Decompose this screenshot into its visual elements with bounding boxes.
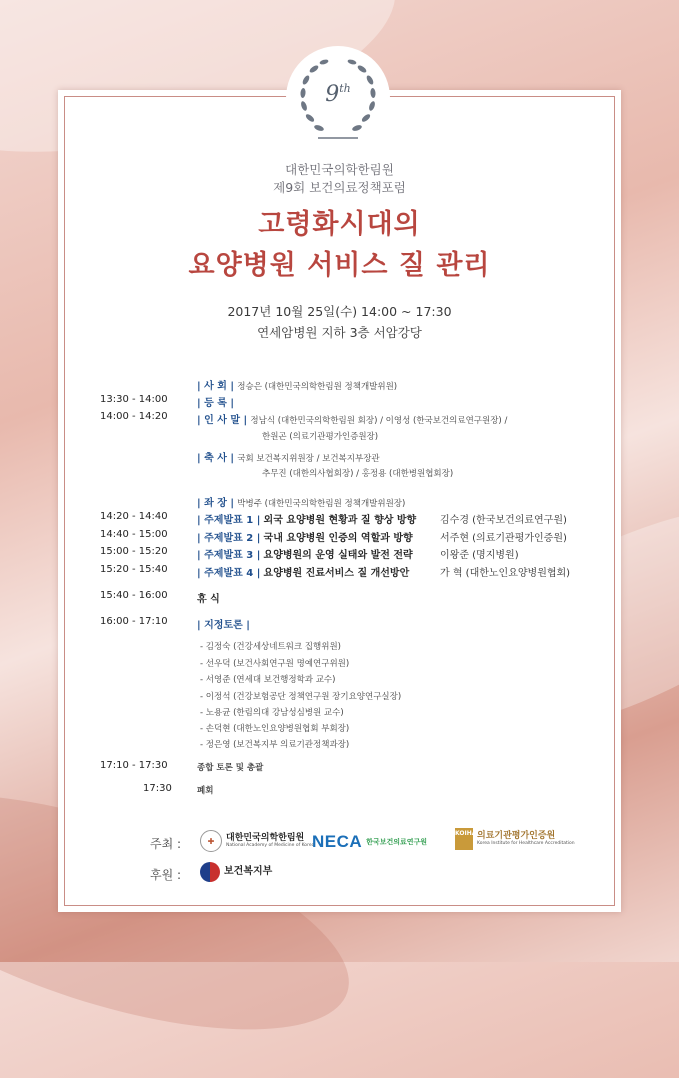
neca-sub: 한국보건의료연구원 [366, 838, 428, 846]
talk-2-topic: 국내 요양병원 인증의 역할과 방향 [263, 533, 413, 544]
organizer-line: 대한민국의학한림원 [285, 162, 394, 177]
talk-1-time: 14:20 - 14:40 [100, 511, 168, 522]
chair-tag: | 좌 장 | [197, 498, 235, 509]
host-label: 주최 : [150, 837, 182, 851]
host-tag: | 사 회 | [197, 381, 235, 392]
chair-row [197, 494, 405, 509]
close-label: 폐회 [197, 786, 214, 796]
laurel-emblem [288, 48, 388, 148]
talk-3-topic: 요양병원의 운영 실태와 발전 전략 [263, 550, 413, 561]
reg-tag: | 등 록 | [197, 398, 235, 409]
koiha-mark-icon: KOIHA [455, 828, 473, 850]
talk-1-topic: 외국 요양병원 현황과 질 향상 방향 [263, 515, 417, 526]
koiha-sub: Korea Institute for Healthcare Accreditation [477, 841, 575, 846]
event-venue: 연세암병원 지하 3층 서암강당 [257, 325, 422, 340]
neca-wordmark: NECA [312, 832, 363, 851]
break-time: 15:40 - 16:00 [100, 590, 168, 601]
neca-logo [312, 832, 427, 852]
sponsor-label: 후원 : [150, 868, 182, 882]
talk-4-tag: | 주제발표 4 | [197, 568, 261, 579]
talk-3-tag: | 주제발표 3 | [197, 550, 261, 561]
talk-1-row [197, 511, 416, 526]
panel-member: - 정은영 (보건복지부 의료기관정책과장) [200, 740, 350, 750]
mohw-name: 보건복지부 [224, 866, 273, 877]
nam-logo [200, 830, 314, 852]
congrat-tag: | 축 사 | [197, 453, 235, 464]
discussion-time: 17:10 - 17:30 [100, 760, 168, 771]
greet-row [197, 411, 507, 426]
edition-suffix: th [339, 82, 351, 95]
greet-tag: | 인 사 말 | [197, 415, 248, 426]
talk-2-time: 14:40 - 15:00 [100, 529, 168, 540]
break-label: 휴 식 [197, 594, 220, 605]
talk-4-time: 15:20 - 15:40 [100, 564, 168, 575]
koiha-name: 의료기관평가인증원 [477, 831, 556, 841]
panel-member: - 손덕현 (대한노인요양병원협회 부회장) [200, 724, 350, 734]
panel-member: - 선우덕 (보건사회연구원 명예연구위원) [200, 659, 350, 669]
edition-label [288, 82, 388, 107]
congrat-text-2: 추무진 (대한의사협회장) / 홍정용 (대한병원협회장) [262, 469, 454, 479]
talk-1-speaker: 김수경 (한국보건의료연구원) [440, 515, 567, 526]
edition-number: 9 [325, 82, 340, 107]
talk-3-row [197, 546, 413, 561]
nam-emblem-icon: ✚ [200, 830, 222, 852]
talk-2-tag: | 주제발표 2 | [197, 533, 261, 544]
title-line-2: 요양병원 서비스 질 관리 [188, 250, 491, 281]
greet-text-1: 정남식 (대한민국의학한림원 회장) / 이영성 (한국보건의료연구원장) / [250, 416, 508, 426]
talk-4-topic: 요양병원 진료서비스 질 개선방안 [263, 568, 410, 579]
chair-text: 박병주 (대한민국의학한림원 정책개발위원장) [237, 499, 406, 509]
taegeuk-icon [200, 862, 220, 882]
nam-sub: National Academy of Medicine of Korea [226, 843, 315, 848]
talk-1-tag: | 주제발표 1 | [197, 515, 261, 526]
panel-member: - 김정숙 (건강세상네트워크 집행위원) [200, 642, 341, 652]
panel-member: - 서영준 (연세대 보건행정학과 교수) [200, 675, 336, 685]
mohw-logo [200, 862, 272, 882]
talk-2-row [197, 529, 413, 544]
nam-name: 대한민국의학한림원 [226, 833, 305, 843]
panel-member: - 노용균 (한림의대 강남성심병원 교수) [200, 708, 344, 718]
reg-row [197, 394, 234, 409]
talk-3-time: 15:00 - 15:20 [100, 546, 168, 557]
talk-3-speaker: 이왕준 (명지병원) [440, 550, 519, 561]
reg-time: 13:30 - 14:00 [100, 394, 168, 405]
close-time: 17:30 [143, 783, 172, 794]
event-datetime: 2017년 10월 25일(수) 14:00 ~ 17:30 [227, 304, 452, 319]
host-row [197, 377, 397, 392]
forum-line: 제9회 보건의료정책포럼 [273, 180, 406, 195]
congrat-text-1: 국회 보건복지위원장 / 보건복지부장관 [237, 454, 380, 464]
host-text: 정승은 (대한민국의학한림원 정책개발위원) [237, 382, 398, 392]
discussion-label: 종합 토론 및 총괄 [197, 763, 264, 773]
greet-text-2: 한원곤 (의료기관평가인증원장) [262, 432, 379, 442]
greet-time: 14:00 - 14:20 [100, 411, 168, 422]
koiha-logo [455, 828, 575, 850]
talk-4-speaker: 가 혁 (대한노인요양병원협회) [440, 568, 571, 579]
title-line-1: 고령화시대의 [258, 209, 421, 240]
panel-row [197, 616, 250, 631]
talk-4-row [197, 564, 409, 579]
talk-2-speaker: 서주현 (의료기관평가인증원) [440, 533, 567, 544]
panel-member: - 이정석 (건강보험공단 정책연구원 장기요양연구실장) [200, 692, 402, 702]
panel-time: 16:00 - 17:10 [100, 616, 168, 627]
congrat-row [197, 449, 380, 464]
panel-tag: | 지정토론 | [197, 620, 250, 631]
